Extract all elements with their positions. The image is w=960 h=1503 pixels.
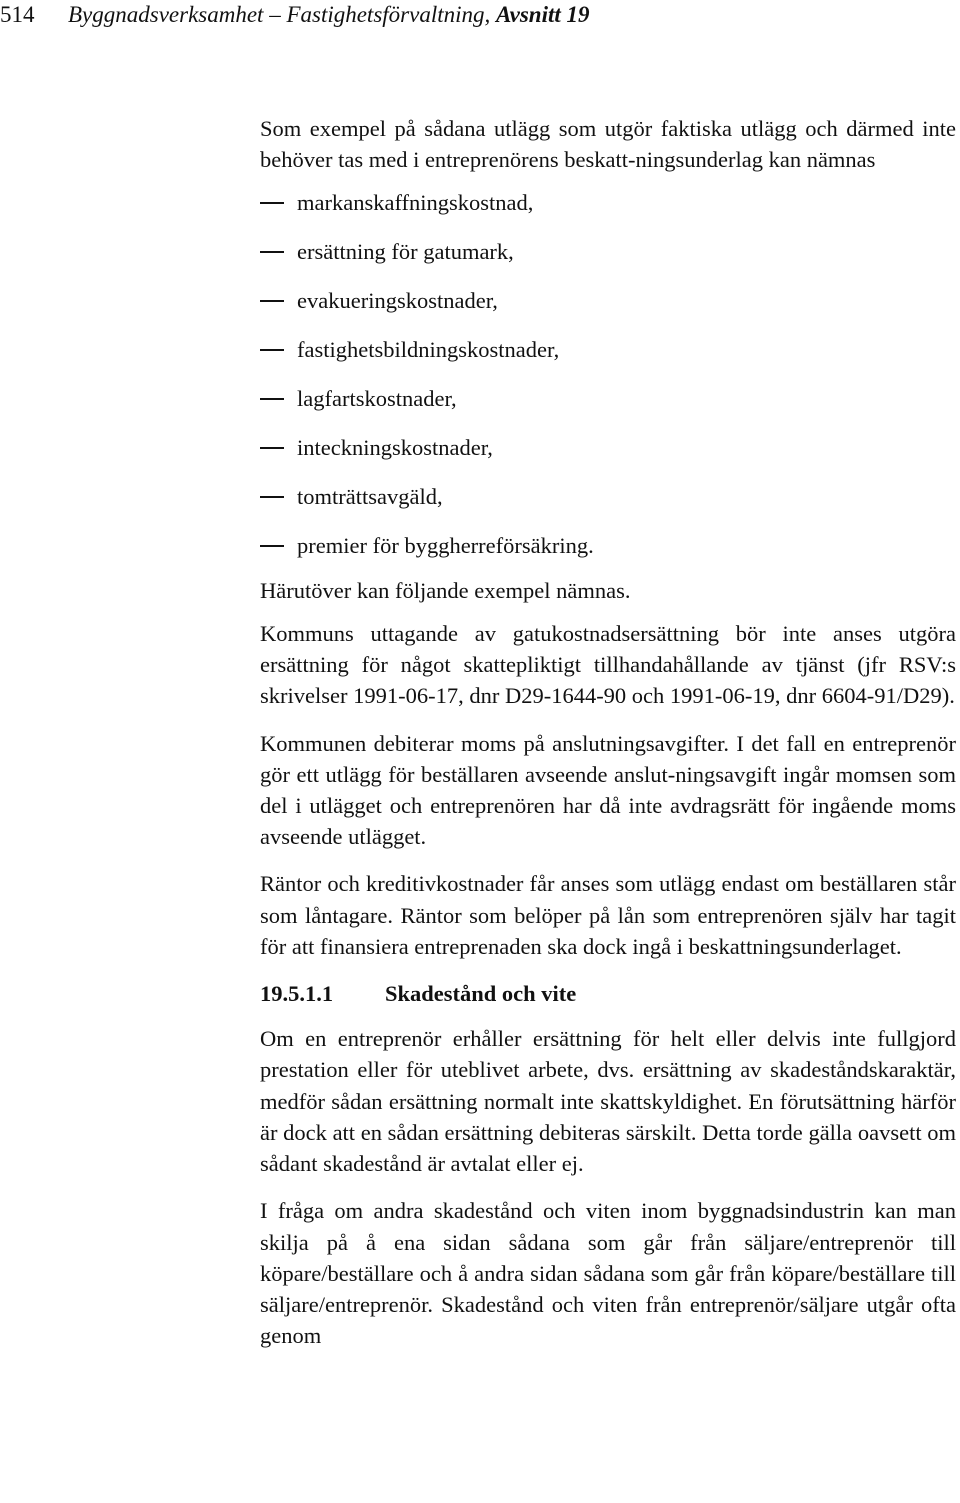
running-head [68, 0, 590, 30]
body-paragraph-rantor: Räntor och kreditivkostnader får anses som utlägg endast om beställaren står som låntagare. Räntor som belöper på lån som entreprenören själv har tagit för att finansiera entreprenaden ska dock ingå i beskattningsunderlaget. [260, 871, 956, 959]
list-item-text: premier för byggherreförsäkring. [297, 532, 594, 558]
dash-list [260, 187, 956, 560]
list-item [260, 236, 956, 267]
body-paragraph-gatukostnad: Kommuns uttagande av gatukostnadsersättning bör inte anses utgöra ersättning för något skattepliktigt tillhandahållande av tjänst (jfr RSV:s skrivelser 1991-06-17, dnr D29-1644-90 och 1991-06-19, dnr 6604-91/D29). [260, 621, 956, 709]
dash-bullet-icon [260, 202, 284, 204]
section-heading [260, 978, 956, 1009]
dash-bullet-icon [260, 251, 284, 253]
list-item [260, 530, 956, 561]
list-item-text: evakueringskostnader, [297, 288, 498, 314]
page-number: 514 [0, 2, 35, 27]
dash-bullet-icon [260, 300, 284, 302]
list-item [260, 383, 956, 414]
section-paragraph-viten: I fråga om andra skadestånd och viten inom byggnadsindustrin kan man skilja på å ena sidan sådana som går från säljare/entreprenör till köpare/beställare och å andra sidan sådana som går från köpare/beställare till säljare/entreprenör. Skadestånd och viten från entreprenör/säljare utgår ofta genom [260, 1198, 956, 1349]
list-item-text: tomträttsavgäld, [297, 483, 443, 509]
after-list-paragraph: Härutöver kan följande exempel nämnas. [260, 577, 631, 603]
intro-paragraph: Som exempel på sådana utlägg som utgör faktiska utlägg och därmed inte behöver tas med i entreprenörens beskatt-ningsunderlag kan nämnas [260, 116, 956, 173]
dash-bullet-icon [260, 545, 284, 547]
page-header [0, 0, 960, 36]
list-item-text: lagfartskostnader, [297, 385, 457, 411]
list-item [260, 285, 956, 316]
page-body [260, 113, 956, 1367]
section-paragraph-skadestand: Om en entreprenör erhåller ersättning för helt eller delvis inte fullgjord prestation eller för uteblivet arbete, dvs. ersättning av skadeståndskaraktär, medför sådan ersättning normalt inte skattskyldighet. En förutsättning härför är dock att en sådan ersättning debiteras särskilt. Detta torde gälla oavsett om sådant skadestånd är avtalat eller ej. [260, 1026, 956, 1177]
dash-bullet-icon [260, 496, 284, 498]
list-item-text: inteckningskostnader, [297, 434, 493, 460]
list-item [260, 334, 956, 365]
running-head-title: Byggnadsverksamhet – Fastighetsförvaltning, [68, 2, 491, 27]
dash-bullet-icon [260, 398, 284, 400]
running-head-section: Avsnitt 19 [496, 2, 590, 27]
list-item [260, 432, 956, 463]
list-item-text: fastighetsbildningskostnader, [297, 337, 560, 363]
section-title: Skadestånd och vite [385, 981, 577, 1007]
list-item-text: markanskaffningskostnad, [297, 190, 534, 216]
list-item [260, 187, 956, 218]
list-item [260, 481, 956, 512]
body-paragraph-anslutningsavgift: Kommunen debiterar moms på anslutningsavgifter. I det fall en entreprenör gör ett utlägg för beställaren avseende anslut-ningsavgift ingår momsen som del i utlägget och entreprenören har då inte avdragsrätt för ingående moms avseende utlägget. [260, 730, 956, 850]
section-number: 19.5.1.1 [260, 981, 334, 1007]
dash-bullet-icon [260, 349, 284, 351]
list-item-text: ersättning för gatumark, [297, 239, 514, 265]
dash-bullet-icon [260, 447, 284, 449]
